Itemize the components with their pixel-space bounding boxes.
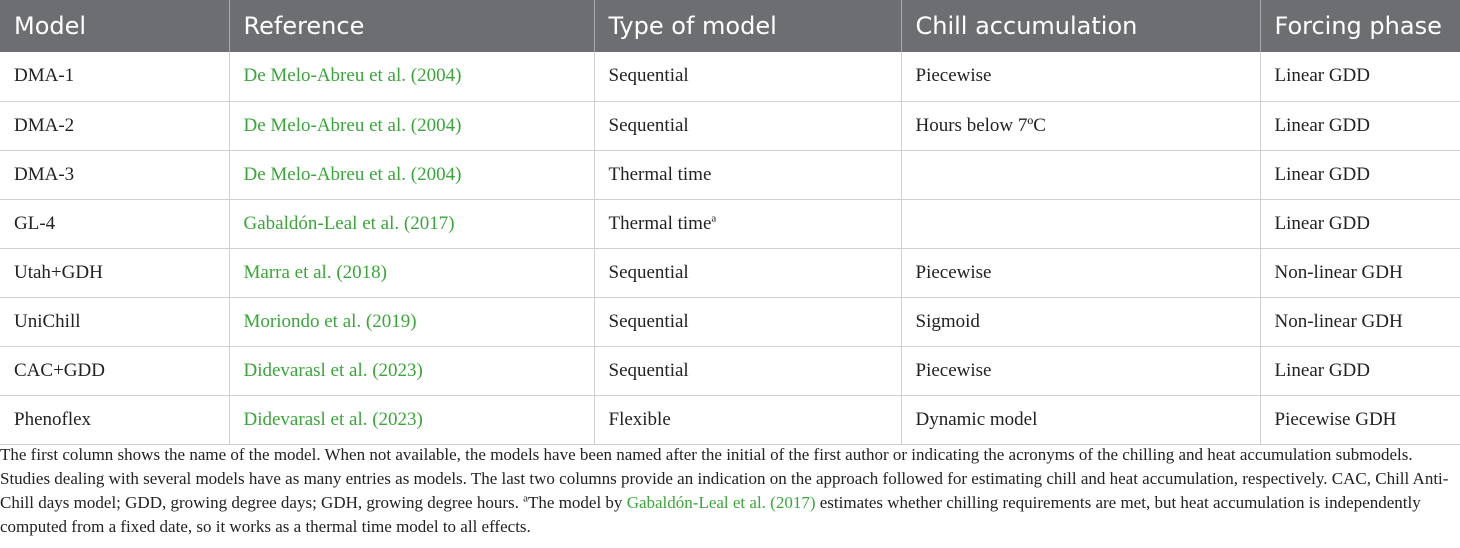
cell-type xyxy=(594,150,901,199)
cell-forcing: Non-linear GDH xyxy=(1260,297,1460,346)
footnote-marker: a xyxy=(523,492,529,505)
cell-model: Phenoflex xyxy=(0,395,229,444)
header-chill: Chill accumulation xyxy=(901,0,1260,52)
cell-model: DMA-2 xyxy=(0,101,229,150)
table-row xyxy=(0,150,1460,199)
cell-type xyxy=(594,346,901,395)
cell-model: UniChill xyxy=(0,297,229,346)
cell-type xyxy=(594,101,901,150)
cell-forcing: Linear GDD xyxy=(1260,199,1460,248)
cell-forcing: Non-linear GDH xyxy=(1260,248,1460,297)
cell-chill: Piecewise xyxy=(901,52,1260,101)
type-text: Sequential xyxy=(608,261,689,283)
cell-reference-link[interactable]: De Melo-Abreu et al. (2004) xyxy=(229,52,594,101)
table-row xyxy=(0,395,1460,444)
cell-type xyxy=(594,395,901,444)
cell-type xyxy=(594,199,901,248)
cell-reference-link[interactable]: Moriondo et al. (2019) xyxy=(229,297,594,346)
cell-model: CAC+GDD xyxy=(0,346,229,395)
cell-forcing: Linear GDD xyxy=(1260,52,1460,101)
cell-chill: Piecewise xyxy=(901,346,1260,395)
cell-chill xyxy=(901,199,1260,248)
table-row xyxy=(0,248,1460,297)
type-text: Thermal time xyxy=(608,163,712,185)
cell-forcing: Linear GDD xyxy=(1260,346,1460,395)
cell-forcing: Piecewise GDH xyxy=(1260,395,1460,444)
cell-chill: Sigmoid xyxy=(901,297,1260,346)
table-row xyxy=(0,346,1460,395)
table-row xyxy=(0,101,1460,150)
cell-type xyxy=(594,248,901,297)
header-forcing: Forcing phase xyxy=(1260,0,1460,52)
cell-type xyxy=(594,297,901,346)
cell-reference-link[interactable]: De Melo-Abreu et al. (2004) xyxy=(229,101,594,150)
table-footnote xyxy=(0,443,1460,539)
table-row xyxy=(0,199,1460,248)
cell-model: DMA-1 xyxy=(0,52,229,101)
type-text: Flexible xyxy=(608,408,671,430)
cell-model: Utah+GDH xyxy=(0,248,229,297)
header-row xyxy=(0,0,1460,52)
cell-model: GL-4 xyxy=(0,199,229,248)
cell-chill: Hours below 7ºC xyxy=(901,101,1260,150)
cell-reference-link[interactable]: Didevarasl et al. (2023) xyxy=(229,346,594,395)
cell-chill xyxy=(901,150,1260,199)
header-type: Type of model xyxy=(594,0,901,52)
cell-chill: Piecewise xyxy=(901,248,1260,297)
type-text: Sequential xyxy=(608,359,689,381)
cell-forcing: Linear GDD xyxy=(1260,101,1460,150)
type-text: Thermal time xyxy=(608,212,712,234)
type-text: Sequential xyxy=(608,114,689,136)
cell-reference-link[interactable]: Gabaldón-Leal et al. (2017) xyxy=(229,199,594,248)
footnote-main: The first column shows the name of the model. When not available, the models have been named after the initial of the first author or indicating the acronyms of the chilling and heat accumulation submodels. Studies dealing with several models have as many entries as models. The last two columns provide an indication on the approach followed for estimating chill and heat accumulation, respectively. CAC, Chill Anti-Chill days model; GDD, growing degree days; GDH, growing degree hours. xyxy=(0,445,1449,512)
type-text: Sequential xyxy=(608,65,689,87)
table-row xyxy=(0,297,1460,346)
type-text: Sequential xyxy=(608,310,689,332)
cell-reference-link[interactable]: Didevarasl et al. (2023) xyxy=(229,395,594,444)
table-row xyxy=(0,52,1460,101)
footnote-note-post: estimates whether chilling requirements are met, but heat accumulation is independently computed from a fixed date, so it works as a thermal time model to all effects. xyxy=(0,493,1421,536)
type-note: a xyxy=(711,212,717,225)
cell-model: DMA-3 xyxy=(0,150,229,199)
header-reference: Reference xyxy=(229,0,594,52)
header-model: Model xyxy=(14,12,87,40)
cell-chill: Dynamic model xyxy=(901,395,1260,444)
footnote-note-pre: The model by xyxy=(528,493,627,512)
cell-type xyxy=(594,52,901,101)
cell-reference-link[interactable]: Marra et al. (2018) xyxy=(229,248,594,297)
footnote-reference-link[interactable]: Gabaldón-Leal et al. (2017) xyxy=(626,493,816,512)
cell-reference-link[interactable]: De Melo-Abreu et al. (2004) xyxy=(229,150,594,199)
cell-forcing: Linear GDD xyxy=(1260,150,1460,199)
